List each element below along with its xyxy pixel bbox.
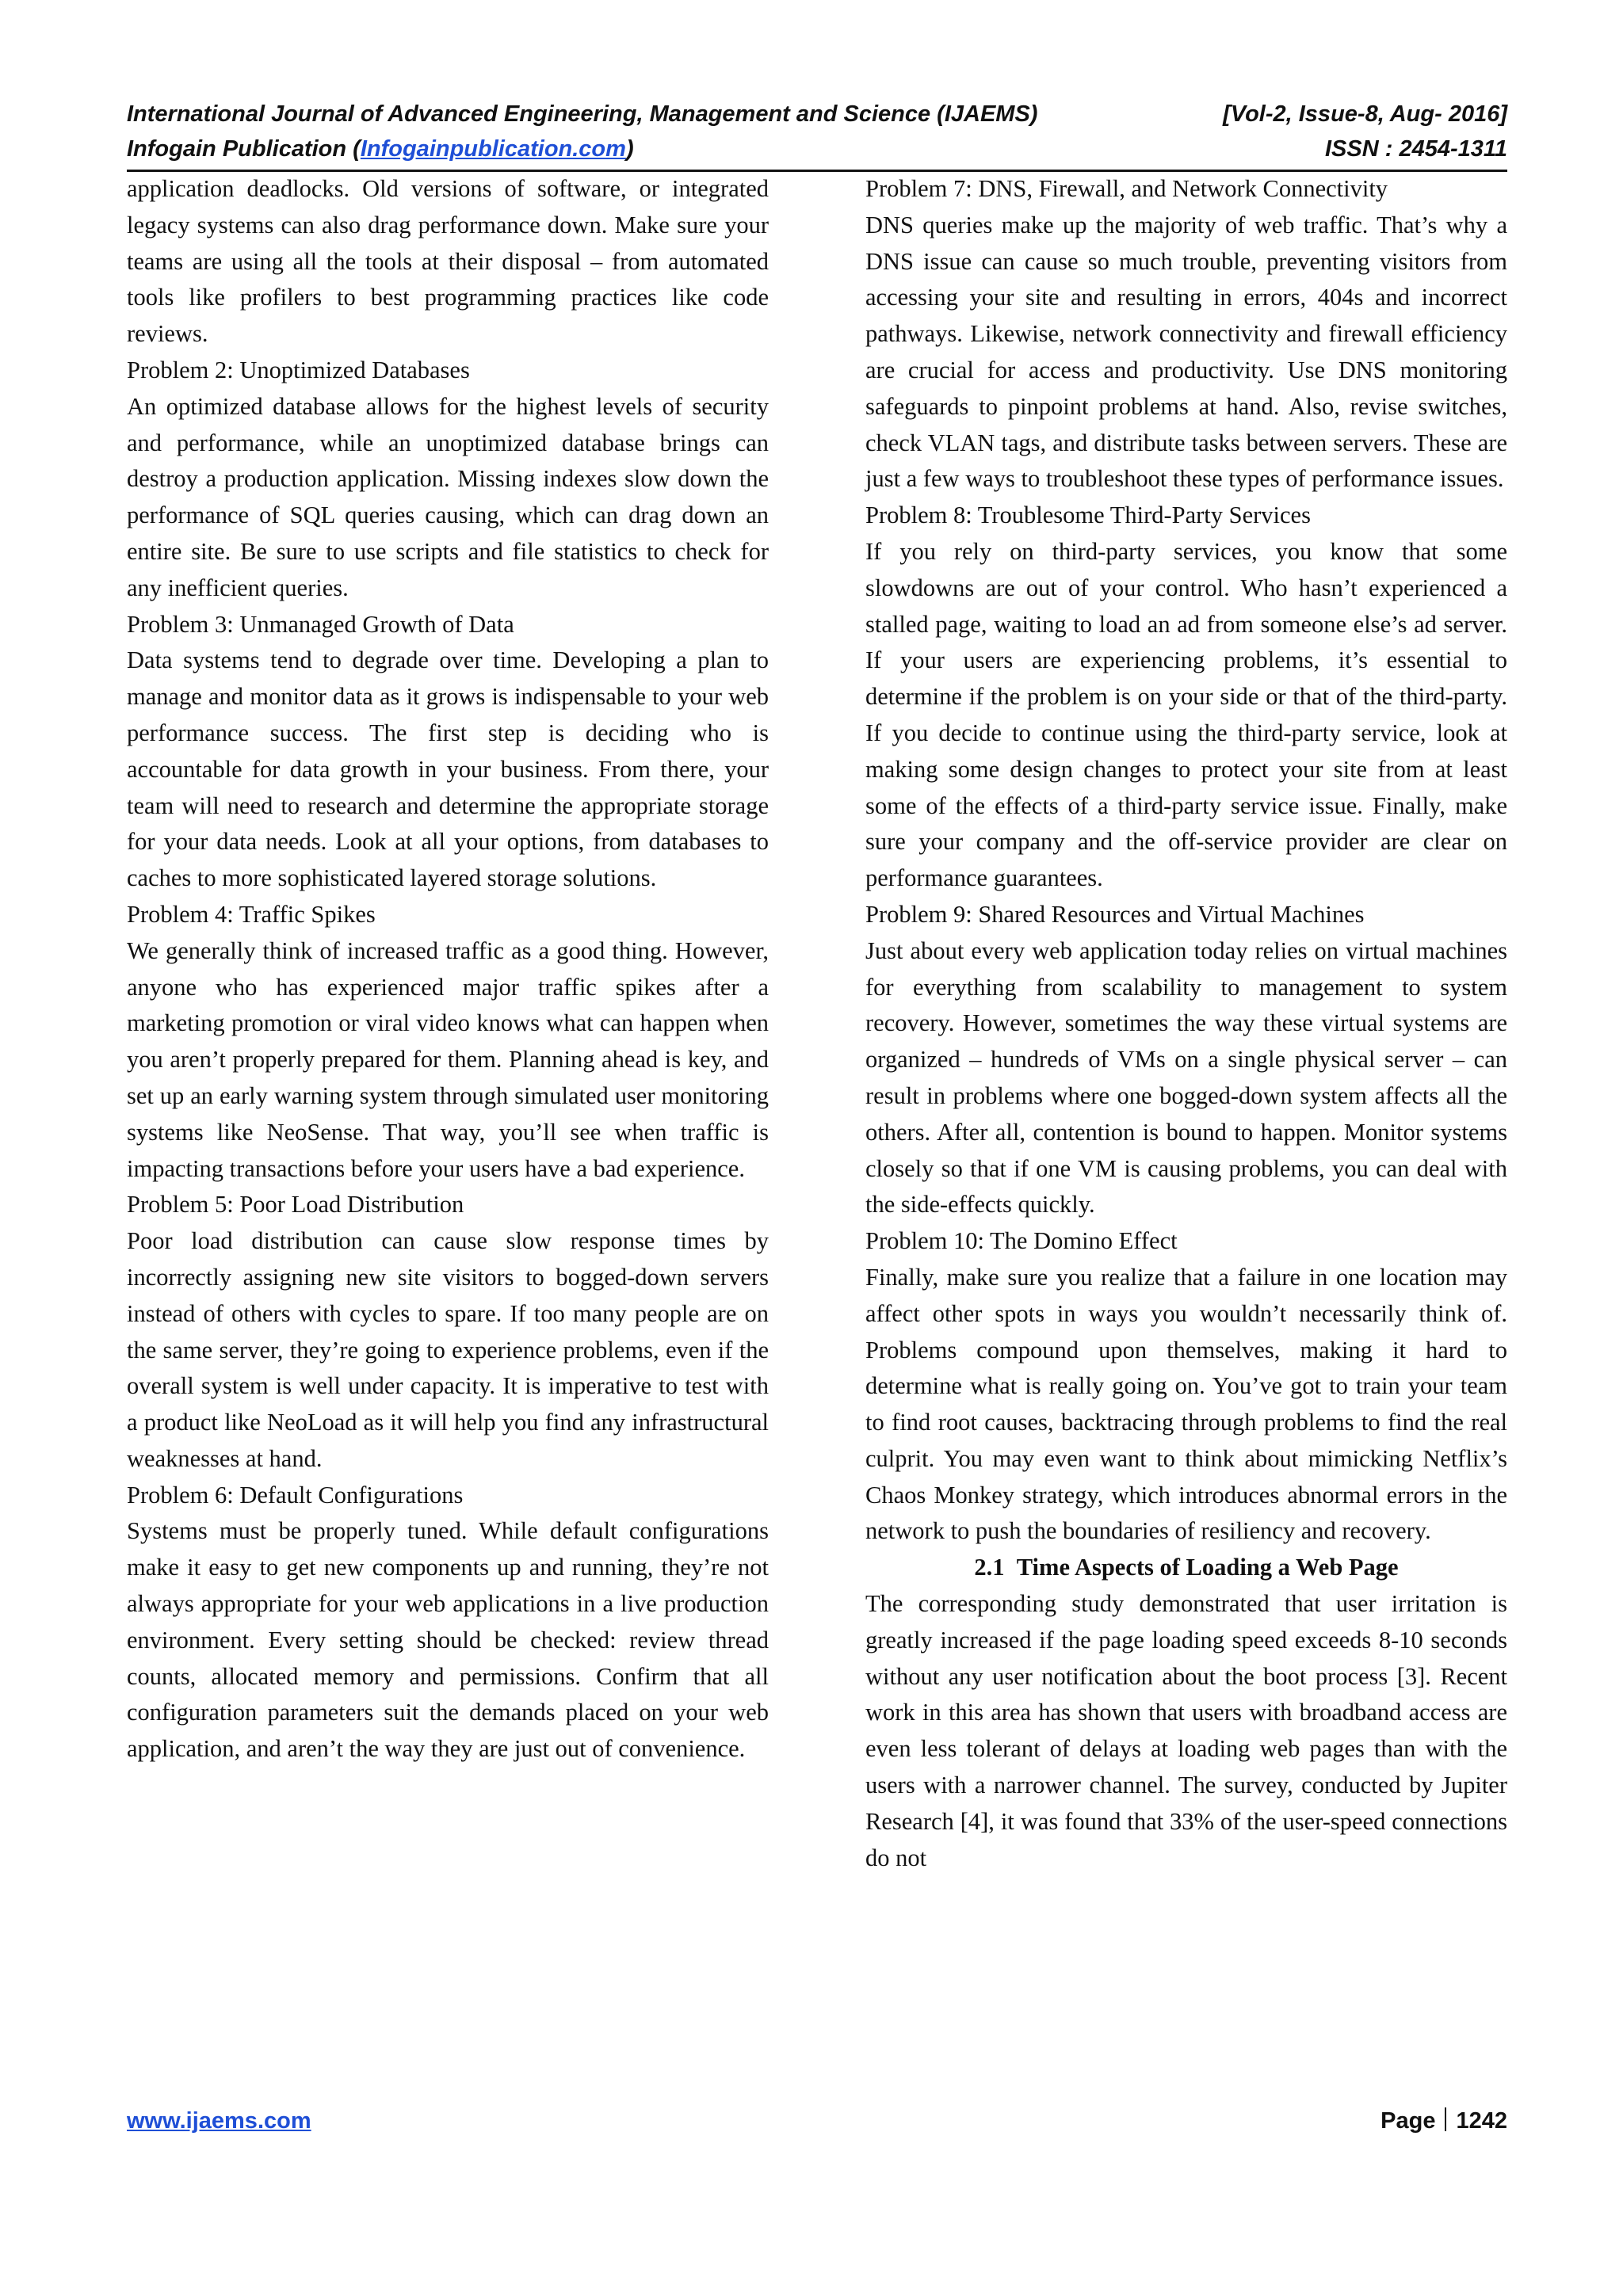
left-column	[127, 171, 769, 1768]
paragraph-problem-1-continued: application deadlocks. Old versions of software, or integrated legacy systems can also drag performance down. Make sure your teams are using all the tools at their disposal – from automated tools like profilers to best programming practices like code reviews.	[127, 175, 769, 348]
page-number-block	[1381, 2107, 1507, 2134]
paragraph-section-2-1: The corresponding study demonstrated that user irritation is greatly increased if the page loading speed exceeds 8-10 seconds without any user notification about the boot process [3]. Recent work in this area has shown that users with broadband access are even less tolerant of delays at loading web pages than with the users with a narrower channel. The survey, conducted by Jupiter Research [4], it was found that 33% of the user-speed connections do not	[865, 1590, 1507, 1871]
section-heading	[865, 1550, 1507, 1586]
publisher-prefix: Infogain Publication (	[127, 136, 361, 162]
page-header	[127, 97, 1507, 166]
problem-10-title: Problem 10: The Domino Effect	[865, 1227, 1178, 1255]
page-number: 1242	[1456, 2108, 1507, 2134]
problem-4-title: Problem 4: Traffic Spikes	[127, 900, 376, 928]
problem-2-title: Problem 2: Unoptimized Databases	[127, 356, 470, 383]
paragraph-problem-10: Finally, make sure you realize that a failure in one location may affect other spots in ways you wouldn’t necessarily think of. Problems compound upon themselves, making it hard to determine what is really going on. You’ve got to train your team to find root causes, backtracing through problems to find the real culprit. You may even want to think about mimicking Netflix’s Chaos Monkey strategy, which introduces abnormal errors in the network to push the boundaries of resiliency and recovery.	[865, 1263, 1507, 1545]
page-footer	[127, 2107, 1507, 2134]
paragraph-problem-5: Poor load distribution can cause slow response times by incorrectly assigning new site visitors to bogged-down servers instead of others with cycles to spare. If too many people are on the same server, they’re going to experience problems, even if the overall system is well under capacity. It is imperative to test with a product like NeoLoad as it will help you find any infrastructural weaknesses at hand.	[127, 1227, 769, 1472]
header-row-2	[127, 132, 1507, 166]
right-column	[865, 171, 1507, 1876]
volume-issue: [Vol-2, Issue-8, Aug- 2016]	[1223, 101, 1507, 127]
problem-9-title: Problem 9: Shared Resources and Virtual Machines	[865, 900, 1365, 928]
publisher-link[interactable]: Infogainpublication.com	[360, 136, 626, 162]
paragraph-problem-3: Data systems tend to degrade over time. Developing a plan to manage and monitor data as it grows is indispensable to your web performance success. The first step is deciding who is accountable for data growth in your business. From there, your team will need to research and determine the appropriate storage for your data needs. Look at all your options, from databases to caches to more sophisticated layered storage solutions.	[127, 646, 769, 892]
page-label: Page	[1381, 2108, 1436, 2134]
publisher-suffix: )	[625, 136, 634, 162]
problem-8-title: Problem 8: Troublesome Third-Party Services	[865, 502, 1311, 529]
publisher	[127, 132, 634, 166]
header-row-1	[127, 97, 1507, 132]
paragraph-problem-6: Systems must be properly tuned. While default configurations make it easy to get new components up and running, they’re not always appropriate for your web applications in a live production environment. Every setting should be checked: review thread counts, allocated memory and permissions. Confirm that all configuration parameters suit the demands placed on your web application, and aren’t the way they are just out of convenience.	[127, 1517, 769, 1763]
problem-5-title: Problem 5: Poor Load Distribution	[127, 1191, 464, 1219]
section-number: 2.1	[974, 1554, 1005, 1581]
paragraph-problem-4: We generally think of increased traffic as a good thing. However, anyone who has experienced major traffic spikes after a marketing promotion or viral video knows what can happen when you aren’t properly prepared for them. Planning ahead is key, and set up an early warning system through simulated user monitoring systems like NeoSense. That way, you’ll see when traffic is impacting transactions before your users have a bad experience.	[127, 936, 769, 1182]
paragraph-problem-2: An optimized database allows for the highest levels of security and performance, while an unoptimized database brings can destroy a production application. Missing indexes slow down the performance of SQL queries causing, which can drag down an entire site. Be sure to use scripts and file statistics to check for any inefficient queries.	[127, 392, 769, 601]
paragraph-problem-9: Just about every web application today relies on virtual machines for everything from scalability to management to system recovery. However, sometimes the way these virtual systems are organized – hundreds of VMs on a single physical server – can result in problems where one bogged-down system affects all the others. After all, contention is bound to happen. Monitor systems closely so that if one VM is causing problems, you can deal with the side-effects quickly.	[865, 936, 1507, 1219]
problem-6-title: Problem 6: Default Configurations	[127, 1481, 464, 1508]
paragraph-problem-8: If you rely on third-party services, you know that some slowdowns are out of your control. Who hasn’t experienced a stalled page, waiting to load an ad from someone else’s ad server. If your users are experiencing problems, it’s essential to determine if the problem is on your side or that of the third-party. If you decide to continue using the third-party service, look at making some design changes to protect your site from at least some of the effects of a third-party service issue. Finally, make sure your company and the off-service provider are clear on performance guarantees.	[865, 537, 1507, 892]
problem-7-title: Problem 7: DNS, Firewall, and Network Connectivity	[865, 175, 1388, 202]
issn: ISSN : 2454-1311	[1325, 136, 1507, 162]
footer-website-link[interactable]: www.ijaems.com	[127, 2108, 311, 2134]
section-title: Time Aspects of Loading a Web Page	[1016, 1554, 1399, 1581]
problem-3-title: Problem 3: Unmanaged Growth of Data	[127, 610, 514, 638]
paragraph-problem-7: DNS queries make up the majority of web traffic. That’s why a DNS issue can cause so much trouble, preventing visitors from accessing your site and resulting in errors, 404s and incorrect pathways. Likewise, network connectivity and firewall efficiency are crucial for access and productivity. Use DNS monitoring safeguards to pinpoint problems at hand. Also, revise switches, check VLAN tags, and distribute tasks between servers. These are just a few ways to troubleshoot these types of performance issues.	[865, 211, 1507, 493]
journal-title: International Journal of Advanced Engineering, Management and Science (IJAEMS)	[127, 101, 1038, 127]
page-separator	[1445, 2107, 1446, 2131]
